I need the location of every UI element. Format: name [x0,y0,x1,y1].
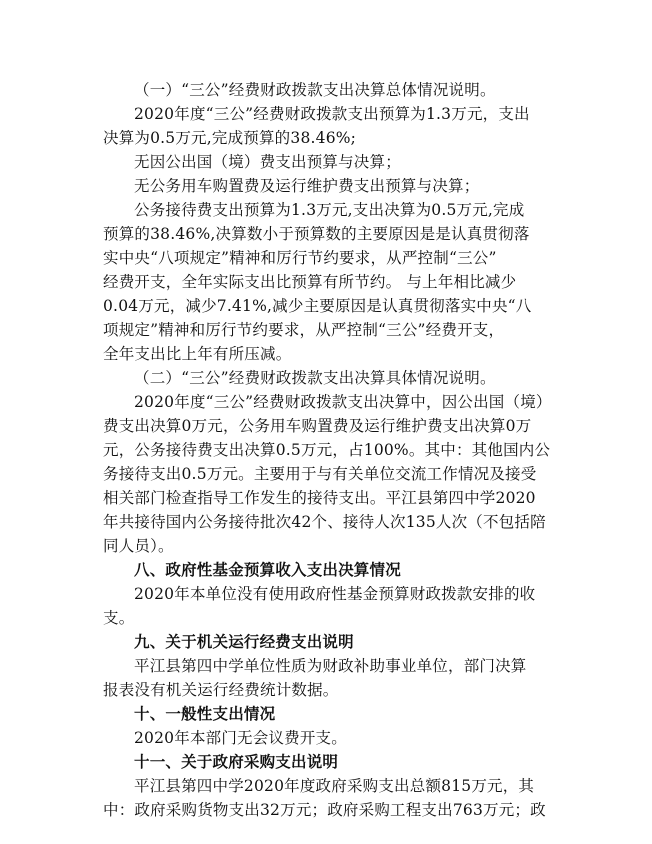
paragraph-line: 同人员）。 [103,537,174,555]
paragraph-line: 支。 [103,609,135,627]
paragraph-line: 务接待支出0.5万元。主要用于与有关单位交流工作情况及接受 [103,465,537,483]
section-heading: 十一、关于政府采购支出说明 [134,753,339,771]
paragraph-line: 无因公出国（境）费支出预算与决算； [134,153,401,171]
document-page [103,78,558,822]
paragraph-line: （一）“三公”经费财政拨款支出决算总体情况说明。 [134,81,496,99]
section-heading: 九、关于机关运行经费支出说明 [134,633,354,651]
paragraph-line: 平江县第四中学2020年度政府采购支出总额815万元，其 [134,777,535,795]
paragraph-line: 元，公务接待费支出决算0.5万元，占100%。其中：其他国内公 [103,441,551,459]
paragraph-line: 2020年本单位没有使用政府性基金预算财政拨款安排的收 [134,585,536,603]
paragraph-line: 全年支出比上年有所压减。 [103,345,292,363]
paragraph-line: 实中央“八项规定”精神和厉行节约要求，从严控制“三公” [103,249,497,267]
paragraph-line: 决算为0.5万元,完成预算的38.46%; [103,129,357,147]
paragraph-line: （二）“三公”经费财政拨款支出决算具体情况说明。 [134,369,496,387]
paragraph-line: 中：政府采购货物支出32万元；政府采购工程支出763万元；政 [103,801,546,819]
paragraph-line: 0.04万元，减少7.41%,减少主要原因是认真贯彻落实中央“八 [103,297,532,315]
paragraph-line: 2020年度“三公”经费财政拨款支出决算中，因公出国（境） [134,393,552,411]
document-body [103,78,558,822]
section-heading: 八、政府性基金预算收入支出决算情况 [134,561,401,579]
paragraph-line: 相关部门检查指导工作发生的接待支出。平江县第四中学2020 [103,489,536,507]
paragraph-line: 2020年本部门无会议费开支。 [134,729,347,747]
paragraph-line: 平江县第四中学单位性质为财政补助事业单位，部门决算 [134,657,527,675]
paragraph-line: 无公务用车购置费及运行维护费支出预算与决算； [134,177,480,195]
paragraph-line: 费支出决算0万元，公务用车购置费及运行维护费支出决算0万 [103,417,532,435]
paragraph-line: 2020年度“三公”经费财政拨款支出预算为1.3万元，支出 [134,105,530,123]
paragraph-line: 经费开支，全年实际支出比预算有所节约。 与上年相比减少 [103,273,517,291]
paragraph-line: 公务接待费支出预算为1.3万元,支出决算为0.5万元,完成 [134,201,525,219]
paragraph-line: 项规定”精神和厉行节约要求，从严控制“三公”经费开支， [103,321,505,339]
section-heading: 十、一般性支出情况 [134,705,276,723]
paragraph-line: 年共接待国内公务接待批次42个、接待人次135人次（不包括陪 [103,513,546,531]
paragraph-line: 预算的38.46%,决算数小于预算数的主要原因是是认真贯彻落 [103,225,530,243]
paragraph-line: 报表没有机关运行经费统计数据。 [103,681,339,699]
